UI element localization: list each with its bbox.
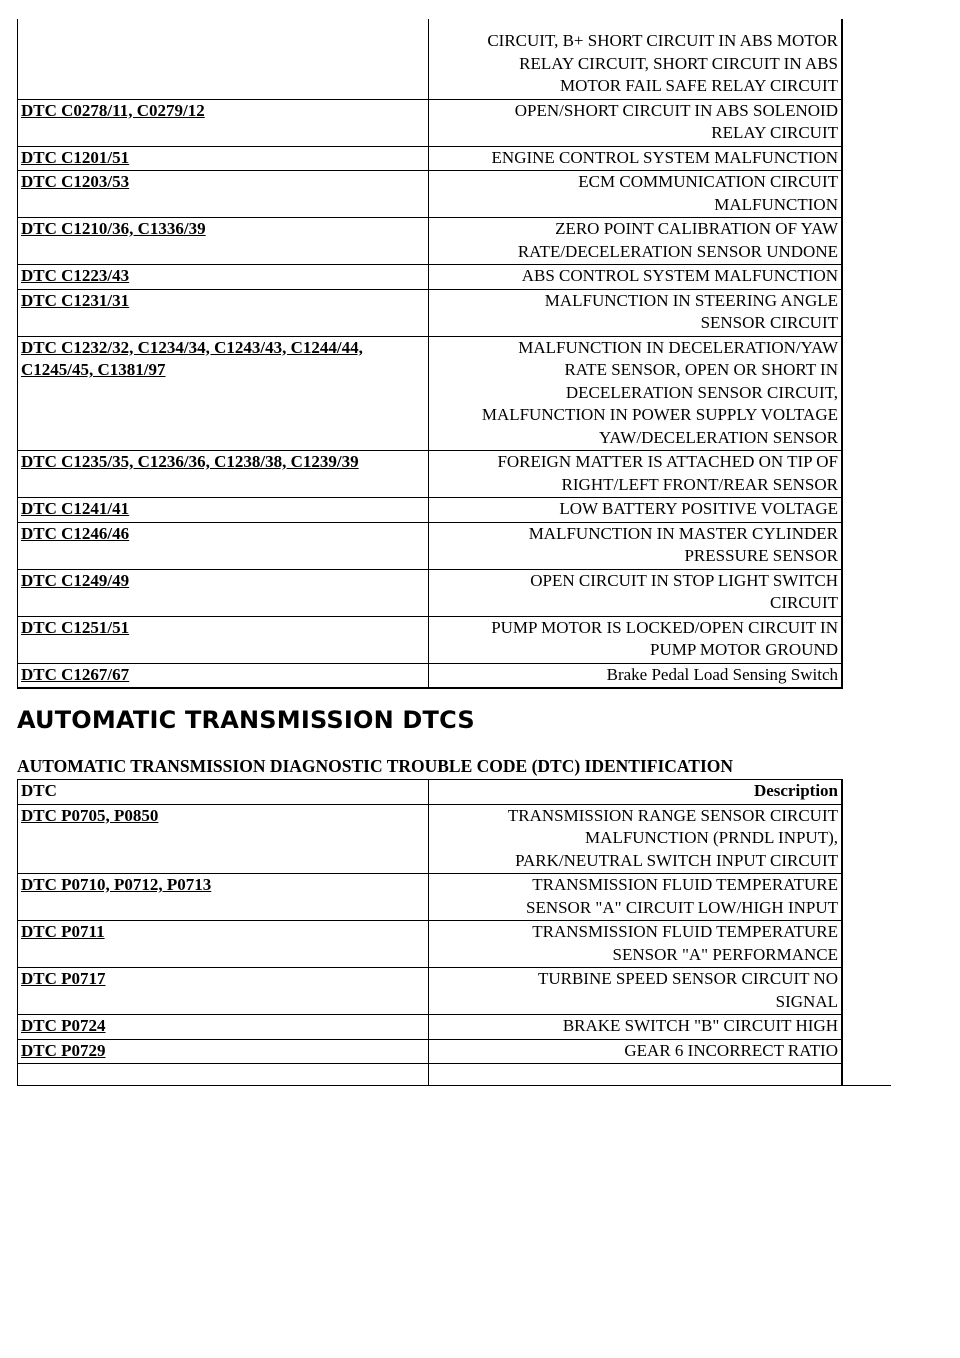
dtc-code-link[interactable]: DTC C1246/46	[21, 523, 130, 543]
table-row	[18, 968, 843, 1015]
table-row	[18, 218, 843, 265]
description-cell	[429, 265, 843, 290]
table-row-empty	[18, 1064, 843, 1086]
description-line: FOREIGN MATTER IS ATTACHED ON TIP OF	[497, 452, 838, 471]
description-cell	[429, 569, 843, 616]
table-row	[18, 616, 843, 663]
dtc-code-cell	[18, 171, 429, 218]
table-row	[18, 1039, 843, 1064]
table-caption: AUTOMATIC TRANSMISSION DIAGNOSTIC TROUBLE CODE (DTC) IDENTIFICATION	[17, 756, 734, 776]
dtc-code-link[interactable]: DTC C1231/31	[21, 290, 130, 310]
column-header-description: Description	[429, 780, 843, 805]
description-cell	[429, 146, 843, 171]
table-row	[18, 663, 843, 688]
dtc-code-cell	[18, 804, 429, 874]
column-header-dtc: DTC	[18, 780, 429, 805]
description-line: ECM COMMUNICATION CIRCUIT	[578, 172, 838, 191]
description-line: MALFUNCTION IN POWER SUPPLY VOLTAGE	[481, 405, 838, 424]
table-row	[18, 804, 843, 874]
description-line: MALFUNCTION	[714, 194, 838, 214]
description-cell	[429, 289, 843, 336]
description-line: SENSOR "A" PERFORMANCE	[612, 944, 838, 964]
table-header-row	[18, 780, 843, 805]
description-cell	[429, 1015, 843, 1040]
table-row	[18, 1015, 843, 1040]
description-cell	[429, 1039, 843, 1064]
dtc-code-link[interactable]: DTC C1210/36, C1336/39	[21, 219, 206, 238]
description-line: RATE/DECELERATION SENSOR UNDONE	[517, 241, 838, 261]
empty-cell	[429, 1064, 843, 1086]
description-line: ENGINE CONTROL SYSTEM MALFUNCTION	[491, 147, 838, 167]
table-row	[18, 498, 843, 523]
dtc-code-link[interactable]: DTC P0710, P0712, P0713	[21, 875, 212, 894]
description-line: CIRCUIT, B+ SHORT CIRCUIT IN ABS MOTOR	[487, 31, 838, 50]
description-line: CIRCUIT	[770, 593, 838, 612]
dtc-code-cell	[18, 663, 429, 688]
description-cell	[429, 171, 843, 218]
table-row	[18, 569, 843, 616]
dtc-code-cell	[18, 19, 429, 99]
description-line: MALFUNCTION IN MASTER CYLINDER	[528, 523, 838, 543]
dtc-code-link[interactable]: DTC P0729	[21, 1040, 106, 1060]
table-row	[18, 265, 843, 290]
section-heading: AUTOMATIC TRANSMISSION DTCS	[17, 706, 475, 734]
dtc-code-line: DTC C1232/32, C1234/34, C1243/43, C1244/44,	[21, 337, 363, 357]
description-line: DECELERATION SENSOR CIRCUIT,	[565, 382, 838, 402]
dtc-code-cell	[18, 522, 429, 569]
description-line: PRESSURE SENSOR	[684, 546, 838, 565]
description-line: PUMP MOTOR GROUND	[650, 640, 838, 659]
dtc-code-cell	[18, 265, 429, 290]
dtc-code-cell	[18, 874, 429, 921]
description-line: PARK/NEUTRAL SWITCH INPUT CIRCUIT	[515, 850, 838, 870]
table-row	[18, 336, 843, 451]
description-line: SIGNAL	[775, 991, 838, 1011]
dtc-code-link[interactable]: DTC P0717	[21, 969, 106, 988]
dtc-code-cell	[18, 1015, 429, 1040]
description-line: YAW/DECELERATION SENSOR	[599, 427, 838, 447]
description-cell	[429, 451, 843, 498]
description-cell	[429, 19, 843, 99]
dtc-code-link[interactable]: DTC C1223/43	[21, 266, 130, 285]
description-line: RELAY CIRCUIT, SHORT CIRCUIT IN ABS	[519, 53, 838, 73]
dtc-code-cell	[18, 569, 429, 616]
bottom-divider	[17, 1085, 891, 1086]
description-line: OPEN CIRCUIT IN STOP LIGHT SWITCH	[530, 570, 838, 590]
dtc-code-cell	[18, 146, 429, 171]
dtc-code-cell	[18, 968, 429, 1015]
dtc-code-link[interactable]: DTC C1203/53	[21, 172, 130, 191]
description-line: Brake Pedal Load Sensing Switch	[606, 664, 838, 684]
dtc-code-cell	[18, 218, 429, 265]
description-line: MALFUNCTION IN STEERING ANGLE	[544, 290, 838, 310]
description-line: MALFUNCTION IN DECELERATION/YAW	[518, 337, 838, 357]
dtc-code-link[interactable]: DTC C1249/49	[21, 570, 130, 590]
transmission-dtc-table	[17, 779, 843, 1085]
description-line: OPEN/SHORT CIRCUIT IN ABS SOLENOID	[514, 100, 838, 120]
dtc-code-link[interactable]: DTC C1251/51	[21, 617, 130, 637]
description-line: MALFUNCTION (PRNDL INPUT),	[585, 828, 838, 847]
dtc-code-link[interactable]: DTC C1241/41	[21, 499, 130, 518]
description-line: RATE SENSOR, OPEN OR SHORT IN	[564, 360, 838, 379]
dtc-code-link[interactable]: DTC P0711	[21, 922, 105, 941]
table-row	[18, 522, 843, 569]
description-cell	[429, 522, 843, 569]
description-line: TRANSMISSION FLUID TEMPERATURE	[532, 922, 838, 941]
description-line: TURBINE SPEED SENSOR CIRCUIT NO	[537, 969, 838, 988]
table-row	[18, 451, 843, 498]
description-line: MOTOR FAIL SAFE RELAY CIRCUIT	[559, 76, 838, 95]
dtc-code-link[interactable]	[21, 338, 363, 380]
dtc-code-cell	[18, 451, 429, 498]
abs-dtc-table	[17, 19, 843, 689]
description-line: PUMP MOTOR IS LOCKED/OPEN CIRCUIT IN	[491, 617, 838, 637]
description-cell	[429, 99, 843, 146]
dtc-code-cell	[18, 1039, 429, 1064]
dtc-code-cell	[18, 336, 429, 451]
description-line: LOW BATTERY POSITIVE VOLTAGE	[559, 499, 838, 518]
dtc-code-cell	[18, 99, 429, 146]
description-cell	[429, 874, 843, 921]
dtc-code-link[interactable]: DTC C0278/11, C0279/12	[21, 100, 205, 120]
table-row	[18, 289, 843, 336]
dtc-code-link[interactable]: DTC C1267/67	[21, 664, 130, 684]
dtc-code-cell	[18, 921, 429, 968]
description-cell	[429, 616, 843, 663]
description-line: BRAKE SWITCH "B" CIRCUIT HIGH	[562, 1016, 838, 1035]
description-cell	[429, 218, 843, 265]
dtc-code-cell	[18, 498, 429, 523]
description-line: ZERO POINT CALIBRATION OF YAW	[555, 219, 838, 238]
description-cell	[429, 968, 843, 1015]
description-line: RELAY CIRCUIT	[711, 123, 838, 142]
description-line: ABS CONTROL SYSTEM MALFUNCTION	[521, 266, 838, 285]
description-line: TRANSMISSION FLUID TEMPERATURE	[532, 875, 838, 894]
dtc-code-cell	[18, 289, 429, 336]
description-cell	[429, 498, 843, 523]
description-cell	[429, 663, 843, 688]
table-row	[18, 99, 843, 146]
dtc-code-link[interactable]: DTC C1201/51	[21, 147, 130, 167]
description-line: TRANSMISSION RANGE SENSOR CIRCUIT	[507, 805, 838, 825]
description-cell	[429, 336, 843, 451]
dtc-code-link[interactable]: DTC C1235/35, C1236/36, C1238/38, C1239/39	[21, 452, 359, 471]
empty-cell	[18, 1064, 429, 1086]
table-row	[18, 921, 843, 968]
dtc-code-link[interactable]: DTC P0705, P0850	[21, 805, 159, 825]
table-row	[18, 874, 843, 921]
description-line: SENSOR CIRCUIT	[700, 313, 838, 332]
table-row	[18, 171, 843, 218]
dtc-code-line: C1245/45, C1381/97	[21, 360, 166, 379]
description-cell	[429, 804, 843, 874]
dtc-code-link[interactable]: DTC P0724	[21, 1016, 106, 1035]
description-line: SENSOR "A" CIRCUIT LOW/HIGH INPUT	[525, 897, 838, 917]
dtc-code-cell	[18, 616, 429, 663]
table-row	[18, 19, 843, 99]
description-cell	[429, 921, 843, 968]
description-line: RIGHT/LEFT FRONT/REAR SENSOR	[561, 474, 838, 494]
table-row	[18, 146, 843, 171]
description-line: GEAR 6 INCORRECT RATIO	[624, 1040, 838, 1060]
